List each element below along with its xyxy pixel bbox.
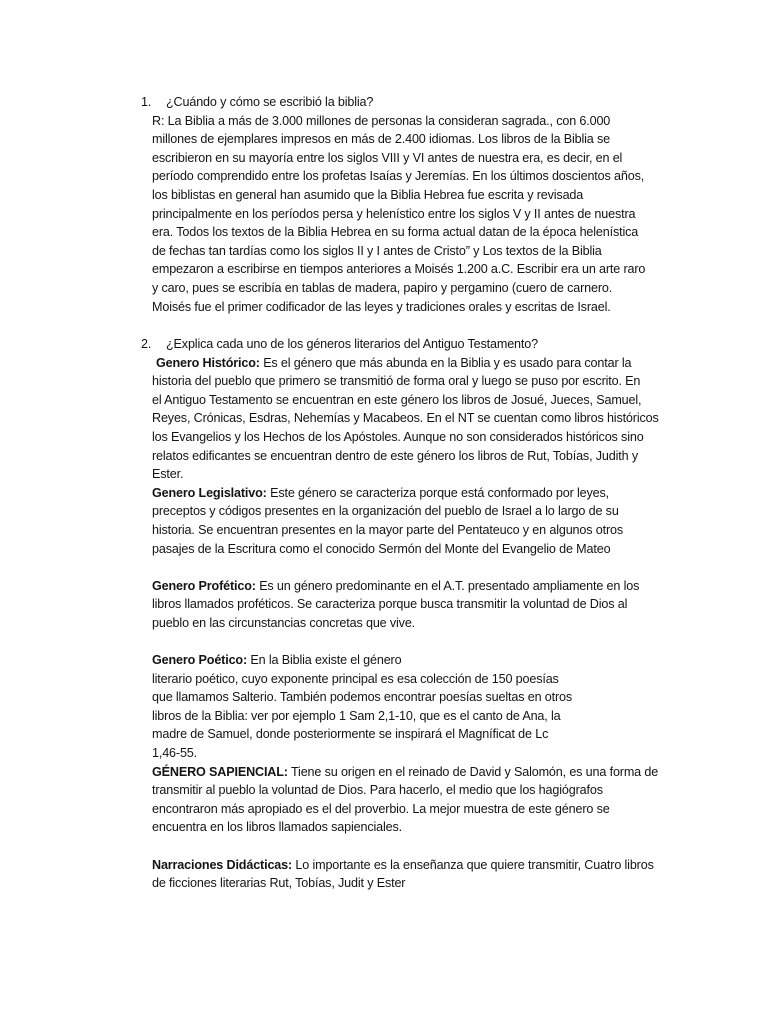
genre-heading: Genero Poético: [152, 653, 248, 668]
paragraph-line: encontraron más apropiado es el del proverbio. La mejor muestra de este género se [152, 801, 610, 816]
paragraph-line: 1,46-55. [152, 746, 198, 761]
paragraph-line: relatos edificantes se encuentran dentro de este género los libros de Rut, Tobías, Judith y [152, 448, 638, 463]
genre-heading: GÉNERO SAPIENCIAL: [152, 764, 288, 779]
paragraph-line: transmitir al pueblo la voluntad de Dios. Para hacerlo, el medio que los hagiógrafos [152, 783, 603, 798]
answer-line: principalmente en los períodos persa y helenístico entre los siglos V y II antes de nuestra [152, 206, 636, 221]
paragraph-line: que llamamos Salterio. También podemos encontrar poesías sueltas en otros [152, 690, 573, 705]
paragraph-line: literario poético, cuyo exponente principal es esa colección de 150 poesías [152, 671, 559, 686]
genre-heading: Genero Histórico: [156, 355, 260, 370]
paragraph-line: pueblo en las circunstancias concretas que vive. [152, 615, 416, 630]
answer-line: escribieron en su mayoría entre los siglos VIII y VI antes de nuestra era, es decir, en el [152, 150, 623, 165]
question-2 [141, 335, 672, 893]
answer-line: empezaron a escribirse en tiempos anteriores a Moisés 1.200 a.C. Escribir era un arte raro [152, 262, 646, 277]
paragraph-line: madre de Samuel, donde posteriormente se inspirará el Magníficat de Lc [152, 727, 549, 742]
answer-line: período comprendido entre los profetas Isaías y Jeremías. En los últimos doscientos años, [152, 169, 645, 184]
paragraph-line: libros llamados proféticos. Se caracteriza porque busca transmitir la voluntad de Dios al [152, 597, 628, 612]
genre-heading: Genero Profético: [152, 578, 256, 593]
answer-line: era. Todos los textos de la Biblia Hebrea en su forma actual datan de la época helenística [152, 225, 639, 240]
genre-historico-first-line: Genero Histórico: Es el género que más abunda en la Biblia y es usado para contar la [156, 355, 632, 370]
genre-sapiencial-first-line: GÉNERO SAPIENCIAL: Tiene su origen en el reinado de David y Salomón, es una forma de [152, 764, 659, 779]
paragraph-line: preceptos y códigos presentes en la organización del pueblo de Israel a lo largo de su [152, 504, 619, 519]
answer-line: y caro, pues se escribía en tablas de madera, papiro y pergamino (cuero de carnero. [152, 280, 613, 295]
answer-line: Moisés fue el primer codificador de las leyes y tradiciones orales y escritas de Israel. [152, 299, 611, 314]
answer-line: de fechas tan tardías como los siglos II y I antes de Cristo” y Los textos de la Biblia [152, 243, 602, 258]
paragraph-line: libros de la Biblia: ver por ejemplo 1 Sam 2,1-10, que es el canto de Ana, la [152, 708, 561, 723]
question-title: ¿Cuándo y cómo se escribió la biblia? [166, 95, 374, 109]
paragraph-line: encuentra en los libros llamados sapienciales. [152, 820, 403, 835]
question-number: 2. [141, 337, 152, 351]
answer-line: R: La Biblia a más de 3.000 millones de personas la consideran sagrada., con 6.000 [152, 113, 611, 128]
genre-profetico-first-line: Genero Profético: Es un género predominante en el A.T. presentado ampliamente en los [152, 578, 640, 593]
question-1 [141, 93, 672, 316]
paragraph-line: pasajes de la Escritura como el conocido Sermón del Monte del Evangelio de Mateo [152, 541, 611, 556]
paragraph-line: historia. Se encuentran presentes en la mayor parte del Pentateuco y en algunos otros [152, 522, 624, 537]
genre-narraciones-first-line: Narraciones Didácticas: Lo importante es la enseñanza que quiere transmitir, Cuatro libros [152, 857, 654, 872]
answer-line: los biblistas en general han asumido que la Biblia Hebrea fue escrita y revisada [152, 187, 584, 202]
paragraph-line: el Antiguo Testamento se encuentran en este género los libros de Josué, Jueces, Samuel, [152, 392, 642, 407]
genre-poetico-first-line: Genero Poético: En la Biblia existe el género [152, 653, 402, 668]
paragraph-line: Ester. [152, 467, 184, 482]
paragraph-line: Reyes, Crónicas, Esdras, Nehemías y Macabeos. En el NT se cuentan como libros históricos [152, 411, 659, 426]
genre-legislativo-first-line: Genero Legislativo: Este género se caracteriza porque está conformado por leyes, [152, 485, 609, 500]
answer-line: millones de ejemplares impresos en más de 2.400 idiomas. Los libros de la Biblia se [152, 132, 610, 147]
question-title: ¿Explica cada uno de los géneros literarios del Antiguo Testamento? [166, 337, 538, 351]
genre-heading: Narraciones Didácticas: [152, 857, 293, 872]
question-number: 1. [141, 95, 152, 109]
paragraph-line: los Evangelios y los Hechos de los Apóstoles. Aunque no son considerados históricos sino [152, 429, 644, 444]
genre-heading: Genero Legislativo: [152, 485, 267, 500]
paragraph-line: de ficciones literarias Rut, Tobías, Judit y Ester [152, 876, 406, 891]
paragraph-line: historia del pueblo que primero se transmitió de forma oral y luego se puso por escrito. En [152, 374, 641, 389]
